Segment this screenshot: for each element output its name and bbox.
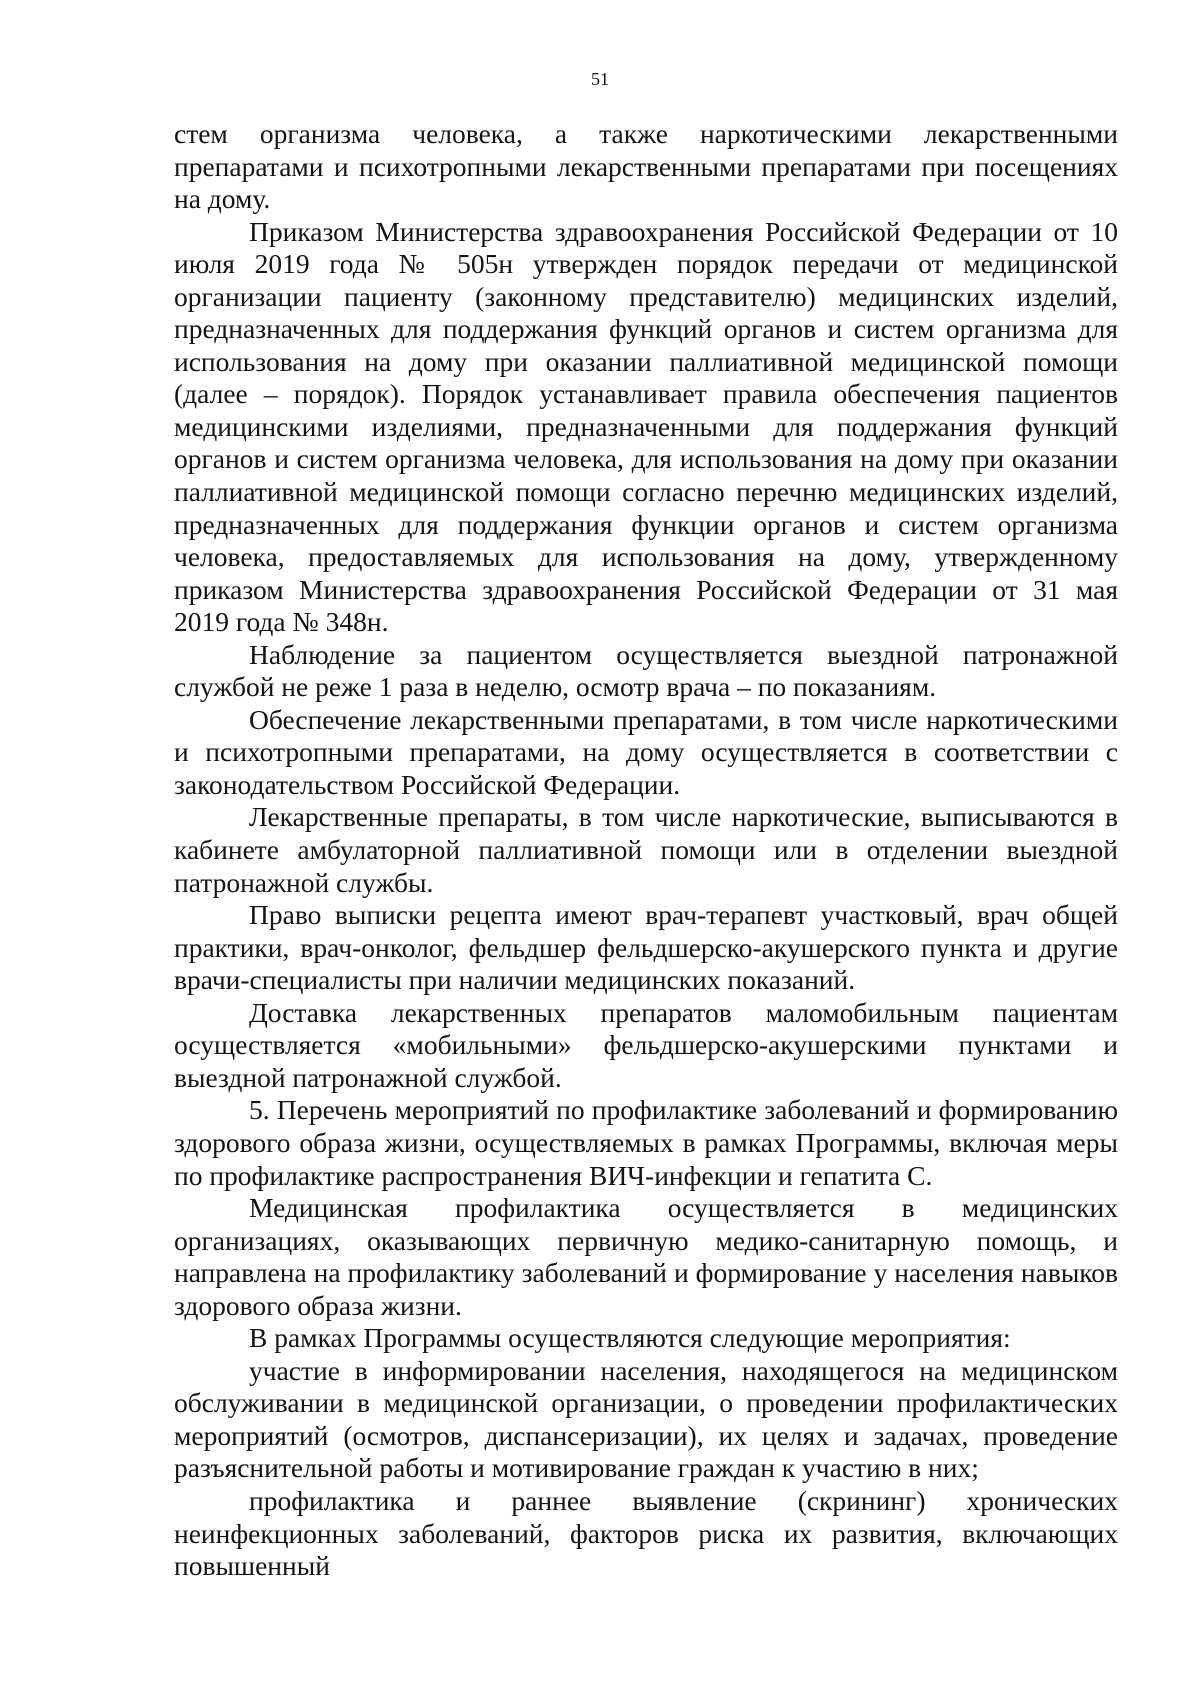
list-item-screening: профилактика и раннее выявление (скрининг) хронических неинфекционных заболеваний, факторов риска их развития, включающих повышенный	[174, 1484, 1118, 1582]
paragraph-measures-intro: В рамках Программы осуществляются следующие мероприятия:	[249, 1322, 1011, 1354]
list-item-informing: участие в информировании населения, находящегося на медицинском обслуживании в медицинской организации, о проведении профилактических мероприятий (осмотров, диспансеризации), их целях и задачах, проведение разъяснительной работы и мотивирование граждан к участию в них;	[174, 1354, 1118, 1484]
paragraph-prescription-rights: Право выписки рецепта имеют врач-терапевт участковый, врач общей практики, врач-онколог, фельдшер фельдшерско-акушерского пункта и другие врачи-специалисты при наличии медицинских показаний.	[174, 899, 1118, 996]
paragraph-medical-prevention: Медицинская профилактика осуществляется в медицинских организациях, оказывающих первичную медико-санитарную помощь, и направлена на профилактику заболеваний и формирование у населения навыков здорового образа жизни.	[174, 1192, 1118, 1321]
paragraph-order-505n: Приказом Министерства здравоохранения Российской Федерации от 10 июля 2019 года № 505н утвержден порядок передачи от медицинской организации пациенту (законному представителю) медицинских изделий, предназначенных для поддержания функций органов и систем организма для использования на дому при оказании паллиативной медицинской помощи (далее – порядок). Порядок устанавливает правила обеспечения пациентов медицинскими изделиями, предназначенными для поддержания функций органов и систем организма человека, для использования на дому при оказании паллиативной медицинской помощи согласно перечню медицинских изделий, предназначенных для поддержания функции органов и систем организма человека, предоставляемых для использования на дому, утвержденному приказом Министерства здравоохранения Российской Федерации от 31 мая 2019 года № 348н.	[174, 215, 1118, 638]
page-number: 51	[591, 69, 609, 89]
paragraph-prescription-issuing: Лекарственные препараты, в том числе наркотические, выписываются в кабинете амбулаторной паллиативной помощи или в отделении выездной патронажной службы.	[174, 801, 1118, 898]
section-heading-prevention: 5. Перечень мероприятий по профилактике заболеваний и формированию здорового образа жизни, осуществляемых в рамках Программы, включая меры по профилактике распространения ВИЧ-инфекции и гепатита С.	[174, 1094, 1118, 1191]
paragraph-patient-observation: Наблюдение за пациентом осуществляется выездной патронажной службой не реже 1 раза в неделю, осмотр врача – по показаниям.	[174, 638, 1118, 703]
document-body	[174, 118, 1118, 1583]
paragraph-drug-delivery: Доставка лекарственных препаратов маломобильным пациентам осуществляется «мобильными» фельдшерско-акушерскими пунктами и выездной патронажной службой.	[174, 996, 1118, 1093]
paragraph-continuation: стем организма человека, а также наркотическими лекарственными препаратами и психотропными лекарственными препаратами при посещениях на дому.	[174, 118, 1118, 215]
paragraph-drug-supply: Обеспечение лекарственными препаратами, в том числе наркотическими и психотропными препаратами, на дому осуществляется в соответствии с законодательством Российской Федерации.	[174, 703, 1118, 800]
